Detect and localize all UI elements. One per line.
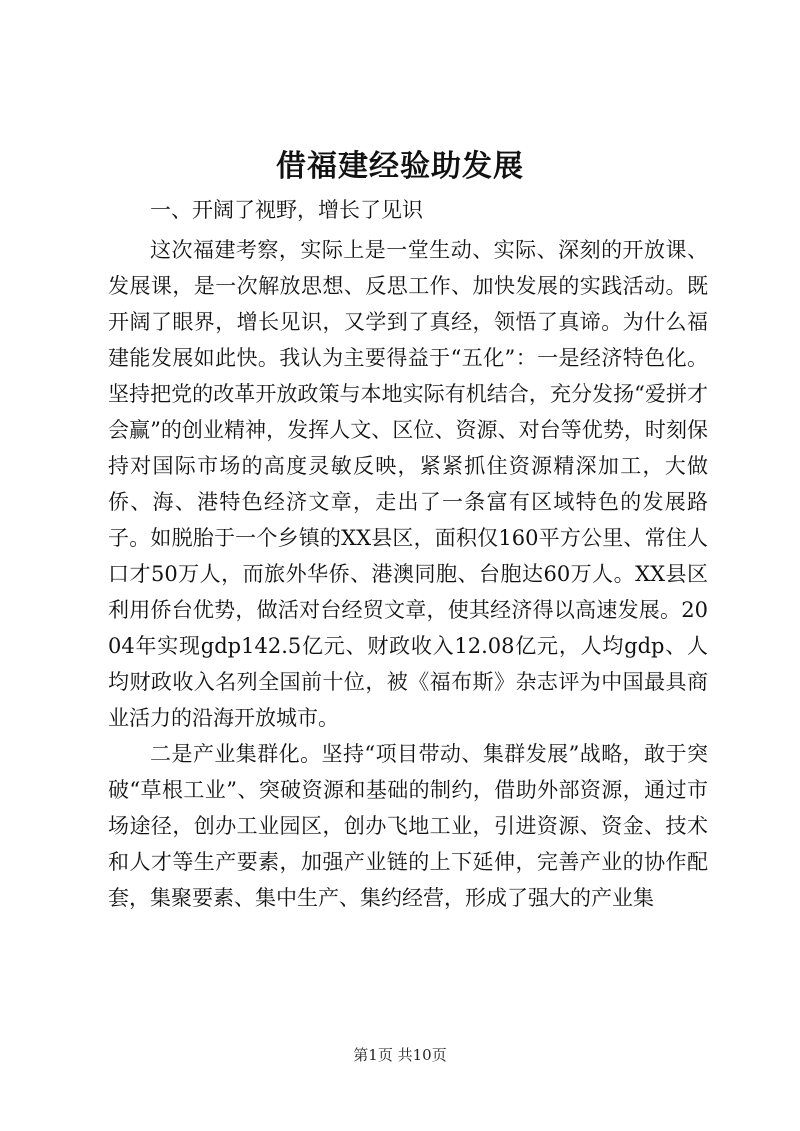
body-paragraph: 这次福建考察，实际上是一堂生动、实际、深刻的开放课、发展课，是一次解放思想、反思工作、加快发展的实践活动。既开阔了眼界，增长见识，又学到了真经，领悟了真谛。为什么福建能发展如此快。我认为主要得益于“五化”：一是经济特色化。坚持把党的改革开放政策与本地实际有机结合，充分发扬“爱拼才会赢”的创业精神，发挥人文、区位、资源、对台等优势，时刻保持对国际市场的高度灵敏反映，紧紧抓住资源精深加工，大做侨、海、港特色经济文章，走出了一条富有区域特色的发展路子。如脱胎于一个乡镇的XX县区，面积仅160平方公里、常住人口才50万人，而旅外华侨、港澳同胞、台胞达60万人。XX县区利用侨台优势，做活对台经贸文章，使其经济得以高速发展。2004年实现gdp142.5亿元、财政收入12.08亿元，人均gdp、人均财政收入名列全国前十位，被《福布斯》杂志评为中国最具商业活力的沿海开放城市。 [108, 238, 708, 730]
document-title: 借福建经验助发展 [276, 149, 524, 184]
document-body [108, 192, 708, 916]
section-heading: 一、开阔了视野，增长了见识 [150, 198, 423, 222]
body-paragraph: 二是产业集群化。坚持“项目带动、集群发展”战略，敢于突破“草根工业”、突破资源和基础的制约，借助外部资源，通过市场途径，创办工业园区，创办飞地工业，引进资源、资金、技术和人才等生产要素，加强产业链的上下延伸，完善产业的协作配套，集聚要素、集中生产、集约经营，形成了强大的产业集 [108, 742, 708, 910]
page-footer: 第1页 共10页 [353, 1046, 447, 1064]
